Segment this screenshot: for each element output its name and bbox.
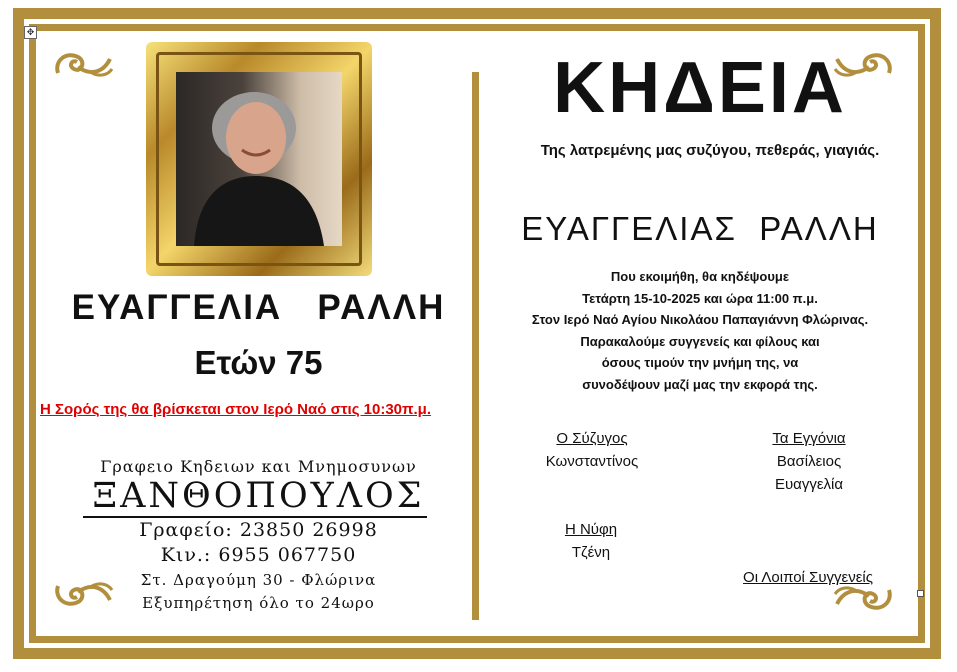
message-line: συνοδέψουν μαζί μας την εκφορά της. — [582, 376, 818, 392]
relative-group-daughter-in-law — [511, 518, 671, 564]
funeral-home-name: ΞΑΝΘΟΠΟΥΛΟΣ — [92, 476, 425, 516]
wake-notice: Η Σορός της θα βρίσκεται στον Ιερό Ναό στις 10:30π.μ. — [40, 401, 432, 418]
message-line: Στον Ιερό Ναό Αγίου Νικολάου Παπαγιάννη Φλώρινας. — [531, 312, 869, 327]
funeral-home-office-phone: Γραφείο: 23850 26998 — [139, 519, 378, 541]
relative-heading: Ο Σύζυγος — [556, 430, 628, 447]
deceased-age: Ετών 75 — [194, 344, 323, 381]
relative-group-others — [718, 566, 898, 589]
relative-name: Ευαγγελία — [774, 476, 844, 493]
relative-heading: Οι Λοιποί Συγγενείς — [743, 569, 873, 586]
deceased-name-genitive: ΕΥΑΓΓΕΛΙΑΣ ΡΑΛΛΗ — [521, 210, 879, 247]
announcement-message — [480, 266, 920, 395]
portrait-photo — [140, 36, 378, 282]
subtitle: Της λατρεμένης μας συζύγου, πεθεράς, γιαγιάς. — [540, 142, 880, 159]
relative-group-spouse — [512, 427, 672, 473]
message-line: όσους τιμούν την μνήμη της, να — [601, 355, 799, 370]
relative-name: Τζένη — [571, 544, 611, 561]
page-title: ΚΗΔΕΙΑ — [553, 48, 847, 128]
deceased-name: ΕΥΑΓΓΕΛΙΑ ΡΑΛΛΗ — [71, 288, 446, 327]
relative-heading: Η Νύφη — [564, 521, 618, 538]
funeral-home-service: Εξυπηρέτηση όλο το 24ωρο — [142, 594, 375, 612]
relative-name: Βασίλειος — [776, 453, 842, 470]
funeral-home-address: Στ. Δραγούμη 30 - Φλώρινα — [140, 571, 377, 589]
relative-name: Κωνσταντίνος — [545, 453, 639, 470]
move-handle-icon[interactable]: ✥ — [24, 26, 37, 39]
message-line: Παρακαλούμε συγγενείς και φίλους και — [580, 333, 820, 349]
relative-group-grandchildren — [729, 427, 889, 496]
portrait-image — [176, 72, 342, 246]
resize-handle[interactable] — [917, 590, 924, 597]
ornament-scroll-icon — [52, 47, 114, 81]
relative-heading: Τα Εγγόνια — [772, 430, 846, 447]
message-line: Που εκοιμήθη, θα κηδέψουμε — [610, 269, 790, 284]
ornate-gold-frame — [146, 42, 372, 276]
funeral-home-title: Γραφειο Κηδειων και Μνημοσυνων — [100, 457, 417, 476]
funeral-home-mobile-phone: Κιν.: 6955 067750 — [160, 544, 357, 566]
message-line: Τετάρτη 15-10-2025 και ώρα 11:00 π.μ. — [582, 290, 818, 306]
funeral-home-underline — [83, 516, 427, 518]
